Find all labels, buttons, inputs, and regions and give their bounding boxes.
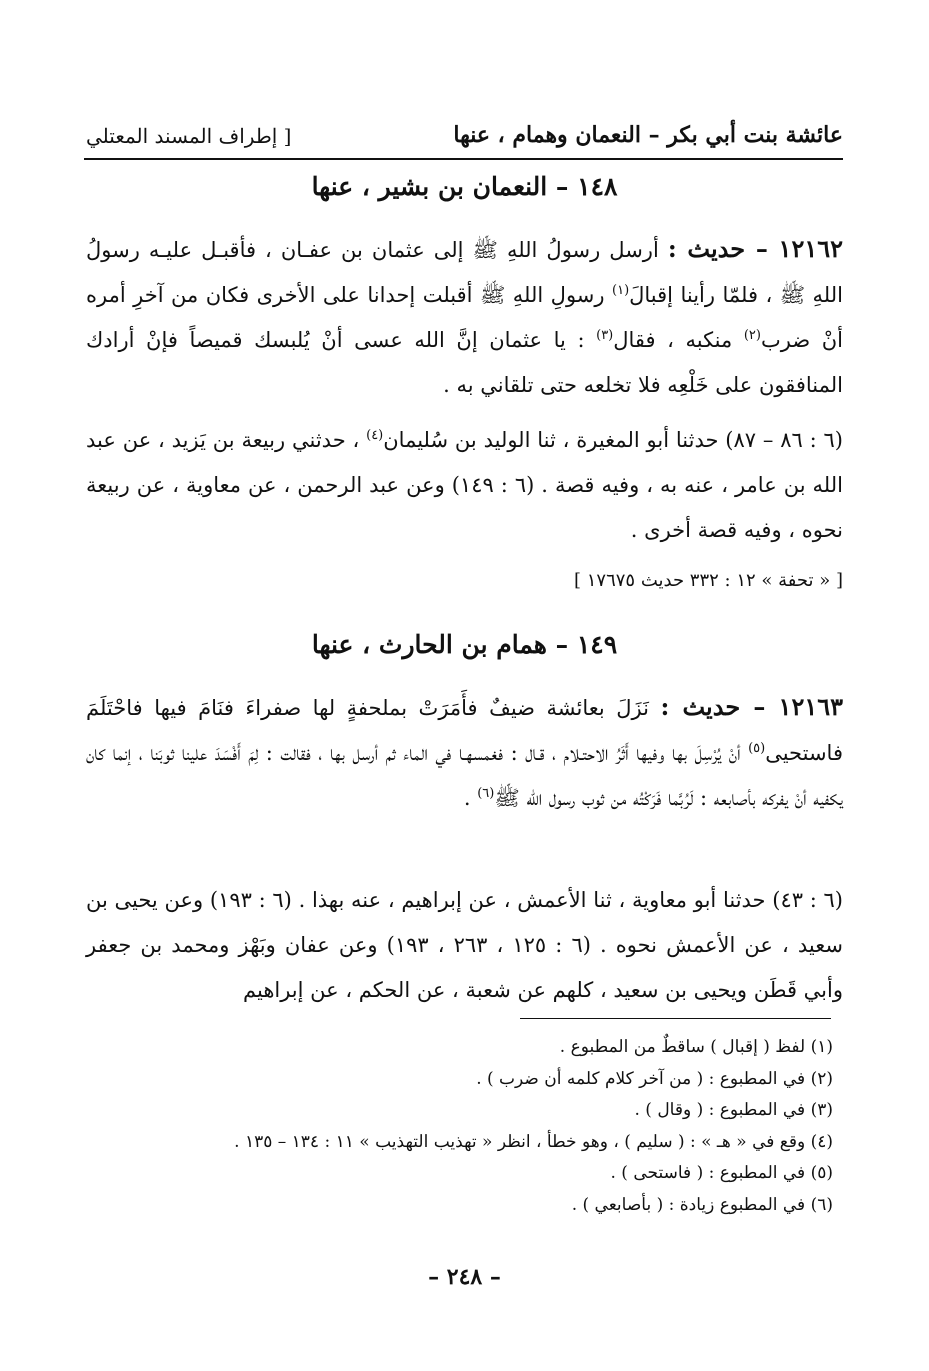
header-book-title: [ إطراف المسند المعتلي — [86, 124, 292, 148]
hadith-12162-text-4: : يا عثمان إنَّ الله عسى أنْ يُلبسك قميصاً فإنْ أرادك المنافقون على خَلْعِه فلا تخلعه حتى تلقاني به . — [86, 328, 843, 397]
footnote-ref-5: (٥) — [748, 741, 766, 756]
footnote-ref-2: (٢) — [743, 328, 761, 343]
isnad-12162-text-1: (٦ : ٨٦ – ٨٧) حدثنا أبو المغيرة ، ثنا الوليد بن سُليمان — [383, 428, 843, 452]
isnad-12163 — [86, 878, 843, 1013]
section-148-title: ١٤٨ – النعمان بن بشير ، عنها — [311, 172, 618, 201]
footnote-separator — [520, 1018, 831, 1019]
isnad-12162 — [86, 418, 843, 553]
footnote-2: (٢) في المطبوع : ( من آخر كلام كلمه أن ضرب ) . — [476, 1068, 833, 1089]
footnote-1: (١) لفظ ( إقبال ) ساقطٌ من المطبوع . — [559, 1037, 833, 1057]
hadith-12162-text-1: أرسل رسولُ اللهِ ﷺ إلى عثمان بن عفـان ، فأقبـل عليـه رسولُ اللهِ ﷺ ، فلمّا رأينا إقبالَ — [86, 238, 843, 307]
hadith-12162-text-3: منكبه ، فقال — [613, 328, 733, 352]
hadith-12163-text-1: نَزَلَ بعائشة ضيفٌ فأَمَرَتْ بملحفةٍ لها صفراءَ فنَامَ فيها فاحْتَلَمَ فاستحيى — [86, 696, 843, 765]
header-chapter-title: عائشة بنت أبي بكر – النعمان وهمام ، عنها — [453, 122, 843, 148]
hadith-12163-text-3: . — [463, 786, 471, 810]
footnote-3: (٣) في المطبوع : ( وقال ) . — [634, 1100, 833, 1120]
footnote-ref-1: (١) — [612, 283, 630, 298]
footnote-ref-4: (٤) — [366, 428, 384, 443]
page-number: – ٢٤٨ – — [428, 1264, 501, 1290]
header-rule — [84, 158, 843, 160]
hadith-12163-text-2: أنْ يُرْسِلَ بها وفيها أَثَرُ الاحتـلام ، قـال : فغمسهـا في الماء ثم أرسل بها ، فقالت : لِمَ أَفْسَدَ علينا ثوبَنا ، إنما كان يكفيه أنْ يفركه بأصابعه : لَرُبَّما فَرَكْتُه من ثوب رسول الله ﷺ — [86, 741, 843, 810]
footnote-6: (٦) في المطبوع زيادة : ( بأصابعي ) . — [571, 1194, 833, 1215]
hadith-12162-text-2: رسولِ اللهِ ﷺ أقبلت إحدانا على الأخرى فكان من آخرِ أمره أنْ ضرب — [86, 283, 843, 352]
hadith-12162 — [86, 226, 843, 408]
hadith-12163 — [86, 684, 843, 821]
hadith-12162-number: ١٢١٦٢ – حديث : — [667, 234, 843, 263]
footnote-5: (٥) في المطبوع : ( فاستحى ) . — [610, 1163, 833, 1183]
footnote-ref-3: (٣) — [596, 328, 614, 343]
footnote-4: (٤) وقع في « هـ » : ( سليم ) ، وهو خطأ ، انظر « تهذيب التهذيب » ١١ : ١٣٤ – ١٣٥ . — [234, 1131, 833, 1152]
section-149-title: ١٤٩ – همام بن الحارث ، عنها — [311, 630, 618, 659]
hadith-12163-number: ١٢١٦٣ – حديث : — [660, 692, 843, 721]
isnad-12162-text-2: ، حدثني ربيعة بن يَزيد ، عن عبد الله بن عامر ، عنه به ، وفيه قصة . (٦ : ١٤٩) وعن عبد الرحمن ، عن معاوية ، عن ربيعة نحوه ، وفيه قصة أخرى . — [86, 428, 843, 542]
tuhfa-reference-12162: [ « تحفة » ١٢ : ٣٣٢ حديث ١٧٦٧٥ ] — [574, 570, 843, 591]
running-header — [86, 116, 843, 148]
footnote-ref-6: (٦) — [477, 786, 495, 801]
isnad-12163-text: (٦ : ٤٣) حدثنا أبو معاوية ، ثنا الأعمش ، عن إبراهيم ، عنه بهذا . (٦ : ١٩٣) وعن يحيى بن سعيد ، عن الأعمش نحوه . (٦ : ١٢٥ ، ٢٦٣ ، ١٩٣) وعن عفان وبَهْز ومحمد بن جعفر وأبي قَطَن ويحيى بن سعيد ، كلهم عن شعبة ، عن الحكم ، عن إبراهيم — [86, 888, 843, 1002]
footnotes-list — [120, 1032, 833, 1221]
